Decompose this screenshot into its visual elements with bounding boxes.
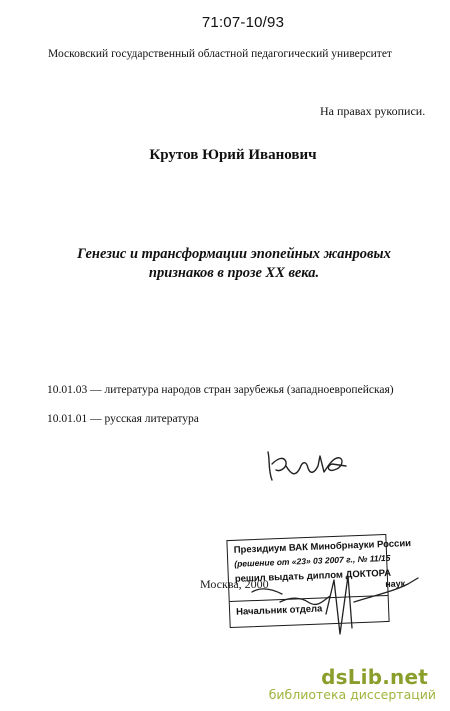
official-signature — [222, 572, 437, 642]
stamp-line-1: Президиум ВАК Минобрнауки России — [233, 538, 412, 556]
stamp-line-2: (решение от «23» 03 2007 г., № 11/15 — [234, 552, 391, 569]
city-year: Москва, 2000 — [200, 577, 269, 591]
specialty-1: 10.01.03 — литература народов стран зарубежья (западноевропейская) — [47, 384, 394, 396]
dslib-subtitle: библиотека диссертаций — [268, 687, 436, 702]
author-name: Крутов Юрий Иванович — [149, 147, 317, 163]
university-name: Московский государственный областной педагогический университет — [48, 48, 392, 60]
dslib-logo-text: dsLib.net — [321, 665, 428, 689]
title-line-2: признаков в прозе XX века. — [148, 265, 320, 281]
stamp-line-3: решил выдать диплом ДОКТОРА — [234, 567, 392, 585]
title-line-1: Генезис и трансформации эпопейных жанровых — [77, 246, 391, 262]
dslib-logo — [321, 665, 428, 689]
stamp-line-4: Начальник отдела — [235, 603, 323, 618]
stamp-line-5: наук — [385, 578, 406, 590]
document-code: 71:07-10/93 — [201, 14, 285, 31]
specialty-2: 10.01.01 — русская литература — [47, 413, 199, 425]
author-signature — [262, 446, 348, 486]
manuscript-rights-note: На правах рукописи. — [320, 104, 426, 118]
dissertation-title — [0, 245, 450, 283]
